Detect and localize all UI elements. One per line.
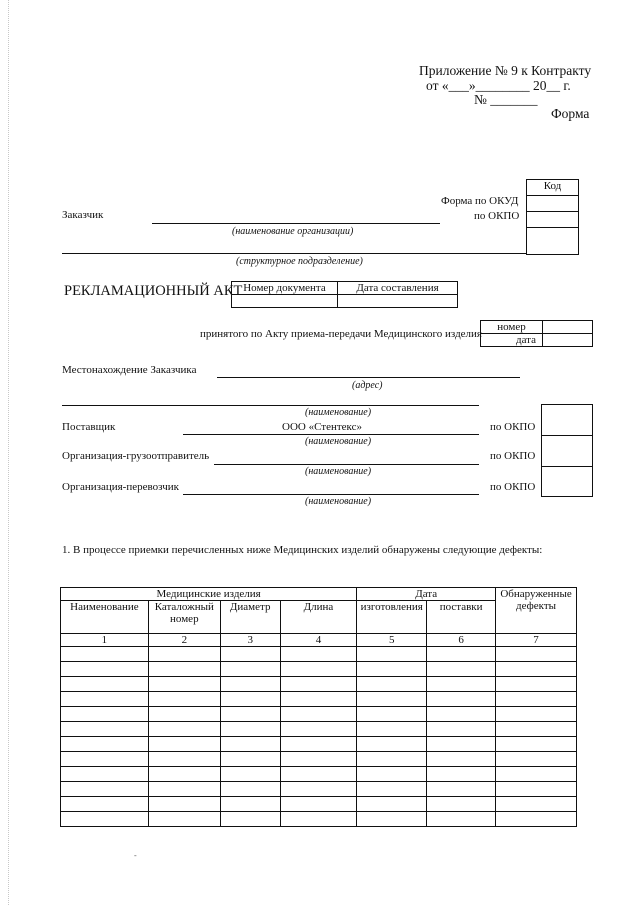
table-cell [148, 737, 220, 752]
accepted-number-label: номер [481, 321, 543, 334]
shipper-okpo-label: по ОКПО [490, 450, 536, 462]
table-cell [61, 797, 149, 812]
table-cell [496, 662, 577, 677]
contract-date-line: от «___»________ 20__ г. [426, 78, 571, 93]
table-cell [280, 782, 357, 797]
col-number-6: 6 [427, 634, 496, 647]
table-row [61, 647, 577, 662]
division-line [62, 253, 527, 254]
table-cell [427, 812, 496, 827]
scan-edge [8, 0, 9, 905]
table-cell [220, 737, 280, 752]
okpo-boxes [541, 404, 593, 497]
accepted-ref-table [480, 320, 593, 347]
table-cell [427, 692, 496, 707]
okpo-box-carrier [542, 467, 593, 497]
table-cell [61, 692, 149, 707]
table-row [61, 752, 577, 767]
table-cell [427, 782, 496, 797]
table-cell [220, 692, 280, 707]
doc-date-cell [338, 295, 458, 308]
location-line-2 [62, 405, 479, 406]
table-cell [148, 782, 220, 797]
okud-label: Форма по ОКУД [441, 195, 519, 207]
table-cell [61, 752, 149, 767]
table-cell [148, 797, 220, 812]
table-cell [357, 797, 427, 812]
table-cell [427, 677, 496, 692]
table-cell [357, 767, 427, 782]
table-cell [220, 677, 280, 692]
table-cell [427, 767, 496, 782]
table-cell [220, 752, 280, 767]
table-cell [357, 647, 427, 662]
shipper-label: Организация-грузоотправитель [62, 450, 210, 462]
shipper-hint: (наименование) [305, 466, 372, 477]
carrier-label: Организация-перевозчик [62, 481, 179, 493]
supplier-okpo-label: по ОКПО [490, 421, 536, 433]
col-name-header: Наименование [61, 601, 149, 634]
accepted-date-label: дата [481, 334, 543, 347]
table-cell [148, 767, 220, 782]
act-title: РЕКЛАМАЦИОННЫЙ АКТ [64, 283, 243, 299]
accepted-number-cell [543, 321, 593, 334]
customer-name-line [152, 223, 440, 224]
table-cell [148, 662, 220, 677]
table-row [61, 797, 577, 812]
code-box [526, 179, 579, 255]
table-cell [280, 752, 357, 767]
table-row [61, 677, 577, 692]
table-cell [357, 782, 427, 797]
table-cell [427, 737, 496, 752]
table-cell [280, 707, 357, 722]
address-hint: (адрес) [352, 380, 383, 391]
table-cell [357, 677, 427, 692]
table-row [61, 812, 577, 827]
table-cell [148, 692, 220, 707]
table-cell [280, 677, 357, 692]
table-cell [220, 662, 280, 677]
table-cell [280, 767, 357, 782]
group-date-header: Дата [357, 588, 496, 601]
form-label: Форма [551, 106, 590, 121]
supplier-hint: (наименование) [305, 436, 372, 447]
table-cell [148, 812, 220, 827]
table-cell [427, 722, 496, 737]
table-cell [496, 782, 577, 797]
table-row [61, 782, 577, 797]
table-cell [220, 647, 280, 662]
table-row [61, 662, 577, 677]
table-cell [61, 722, 149, 737]
table-cell [280, 812, 357, 827]
location-line [217, 377, 520, 378]
table-cell [496, 812, 577, 827]
appendix-line: Приложение № 9 к Контракту [419, 63, 592, 78]
table-cell [280, 647, 357, 662]
table-cell [496, 797, 577, 812]
group-devices-header: Медицинские изделия [61, 588, 357, 601]
okpo-cell [527, 212, 579, 228]
table-cell [280, 722, 357, 737]
table-cell [496, 692, 577, 707]
okud-cell [527, 196, 579, 212]
table-cell [148, 752, 220, 767]
table-cell [61, 812, 149, 827]
scan-mark: - [134, 851, 137, 860]
table-cell [427, 662, 496, 677]
table-cell [61, 677, 149, 692]
okpo-box-supplier [542, 405, 593, 436]
table-cell [220, 722, 280, 737]
table-cell [496, 767, 577, 782]
table-cell [280, 797, 357, 812]
doc-number-cell [232, 295, 338, 308]
location-label: Местонахождение Заказчика [62, 364, 197, 376]
table-cell [220, 707, 280, 722]
customer-label: Заказчик [62, 209, 104, 221]
supplier-label: Поставщик [62, 421, 116, 433]
table-cell [220, 767, 280, 782]
defects-table [60, 587, 577, 827]
accepted-date-cell [543, 334, 593, 347]
table-cell [148, 707, 220, 722]
table-cell [427, 752, 496, 767]
col-diameter-header: Диаметр [220, 601, 280, 634]
table-cell [148, 722, 220, 737]
col-number-5: 5 [357, 634, 427, 647]
table-cell [496, 722, 577, 737]
table-cell [427, 647, 496, 662]
col-number-2: 2 [148, 634, 220, 647]
okpo-box-shipper [542, 436, 593, 467]
table-row [61, 722, 577, 737]
col-number-3: 3 [220, 634, 280, 647]
table-cell [280, 737, 357, 752]
act-doc-table [231, 281, 458, 308]
col-manufacture-header: изготовления [357, 601, 427, 634]
table-cell [496, 677, 577, 692]
table-row [61, 767, 577, 782]
table-cell [61, 782, 149, 797]
table-cell [220, 782, 280, 797]
table-cell [357, 692, 427, 707]
table-cell [427, 797, 496, 812]
table-cell [496, 707, 577, 722]
code-extra-cell [527, 228, 579, 255]
table-cell [220, 797, 280, 812]
section1-text: 1. В процессе приемки перечисленных ниже Медицинских изделий обнаружены следующие дефекты: [62, 544, 543, 556]
org-name-hint: (наименование организации) [232, 226, 354, 237]
table-row [61, 707, 577, 722]
table-cell [357, 722, 427, 737]
col-delivery-header: поставки [427, 601, 496, 634]
table-cell [427, 707, 496, 722]
table-cell [280, 662, 357, 677]
col-length-header: Длина [280, 601, 357, 634]
table-cell [61, 767, 149, 782]
doc-number-header: Номер документа [232, 282, 338, 295]
table-cell [61, 647, 149, 662]
table-cell [61, 707, 149, 722]
table-cell [357, 707, 427, 722]
supplier-line [183, 434, 479, 435]
defects-empty-rows [61, 647, 577, 827]
col-number-1: 1 [61, 634, 149, 647]
code-header: Код [527, 180, 579, 196]
table-cell [357, 812, 427, 827]
table-cell [496, 752, 577, 767]
found-defects-header: Обнаруженные дефекты [496, 588, 577, 634]
supplier-value: ООО «Стентекс» [282, 421, 362, 433]
table-row [61, 692, 577, 707]
division-hint: (структурное подразделение) [236, 256, 363, 267]
shipper-line [214, 464, 479, 465]
table-cell [496, 647, 577, 662]
col-catalog-header: Каталожный номер [148, 601, 220, 634]
table-cell [357, 662, 427, 677]
table-cell [220, 812, 280, 827]
table-cell [496, 737, 577, 752]
table-cell [148, 677, 220, 692]
table-cell [280, 692, 357, 707]
carrier-okpo-label: по ОКПО [490, 481, 536, 493]
table-cell [357, 737, 427, 752]
carrier-hint: (наименование) [305, 496, 372, 507]
contract-number-line: № _______ [474, 92, 538, 107]
doc-date-header: Дата составления [338, 282, 458, 295]
col-number-7: 7 [496, 634, 577, 647]
table-cell [61, 662, 149, 677]
location-name-hint: (наименование) [305, 407, 372, 418]
table-cell [357, 752, 427, 767]
table-cell [61, 737, 149, 752]
table-row [61, 737, 577, 752]
table-cell [148, 647, 220, 662]
col-number-4: 4 [280, 634, 357, 647]
carrier-line [183, 494, 479, 495]
okpo-label: по ОКПО [474, 210, 520, 222]
accepted-text: принятого по Акту приема-передачи Медицинского изделия [200, 328, 482, 340]
